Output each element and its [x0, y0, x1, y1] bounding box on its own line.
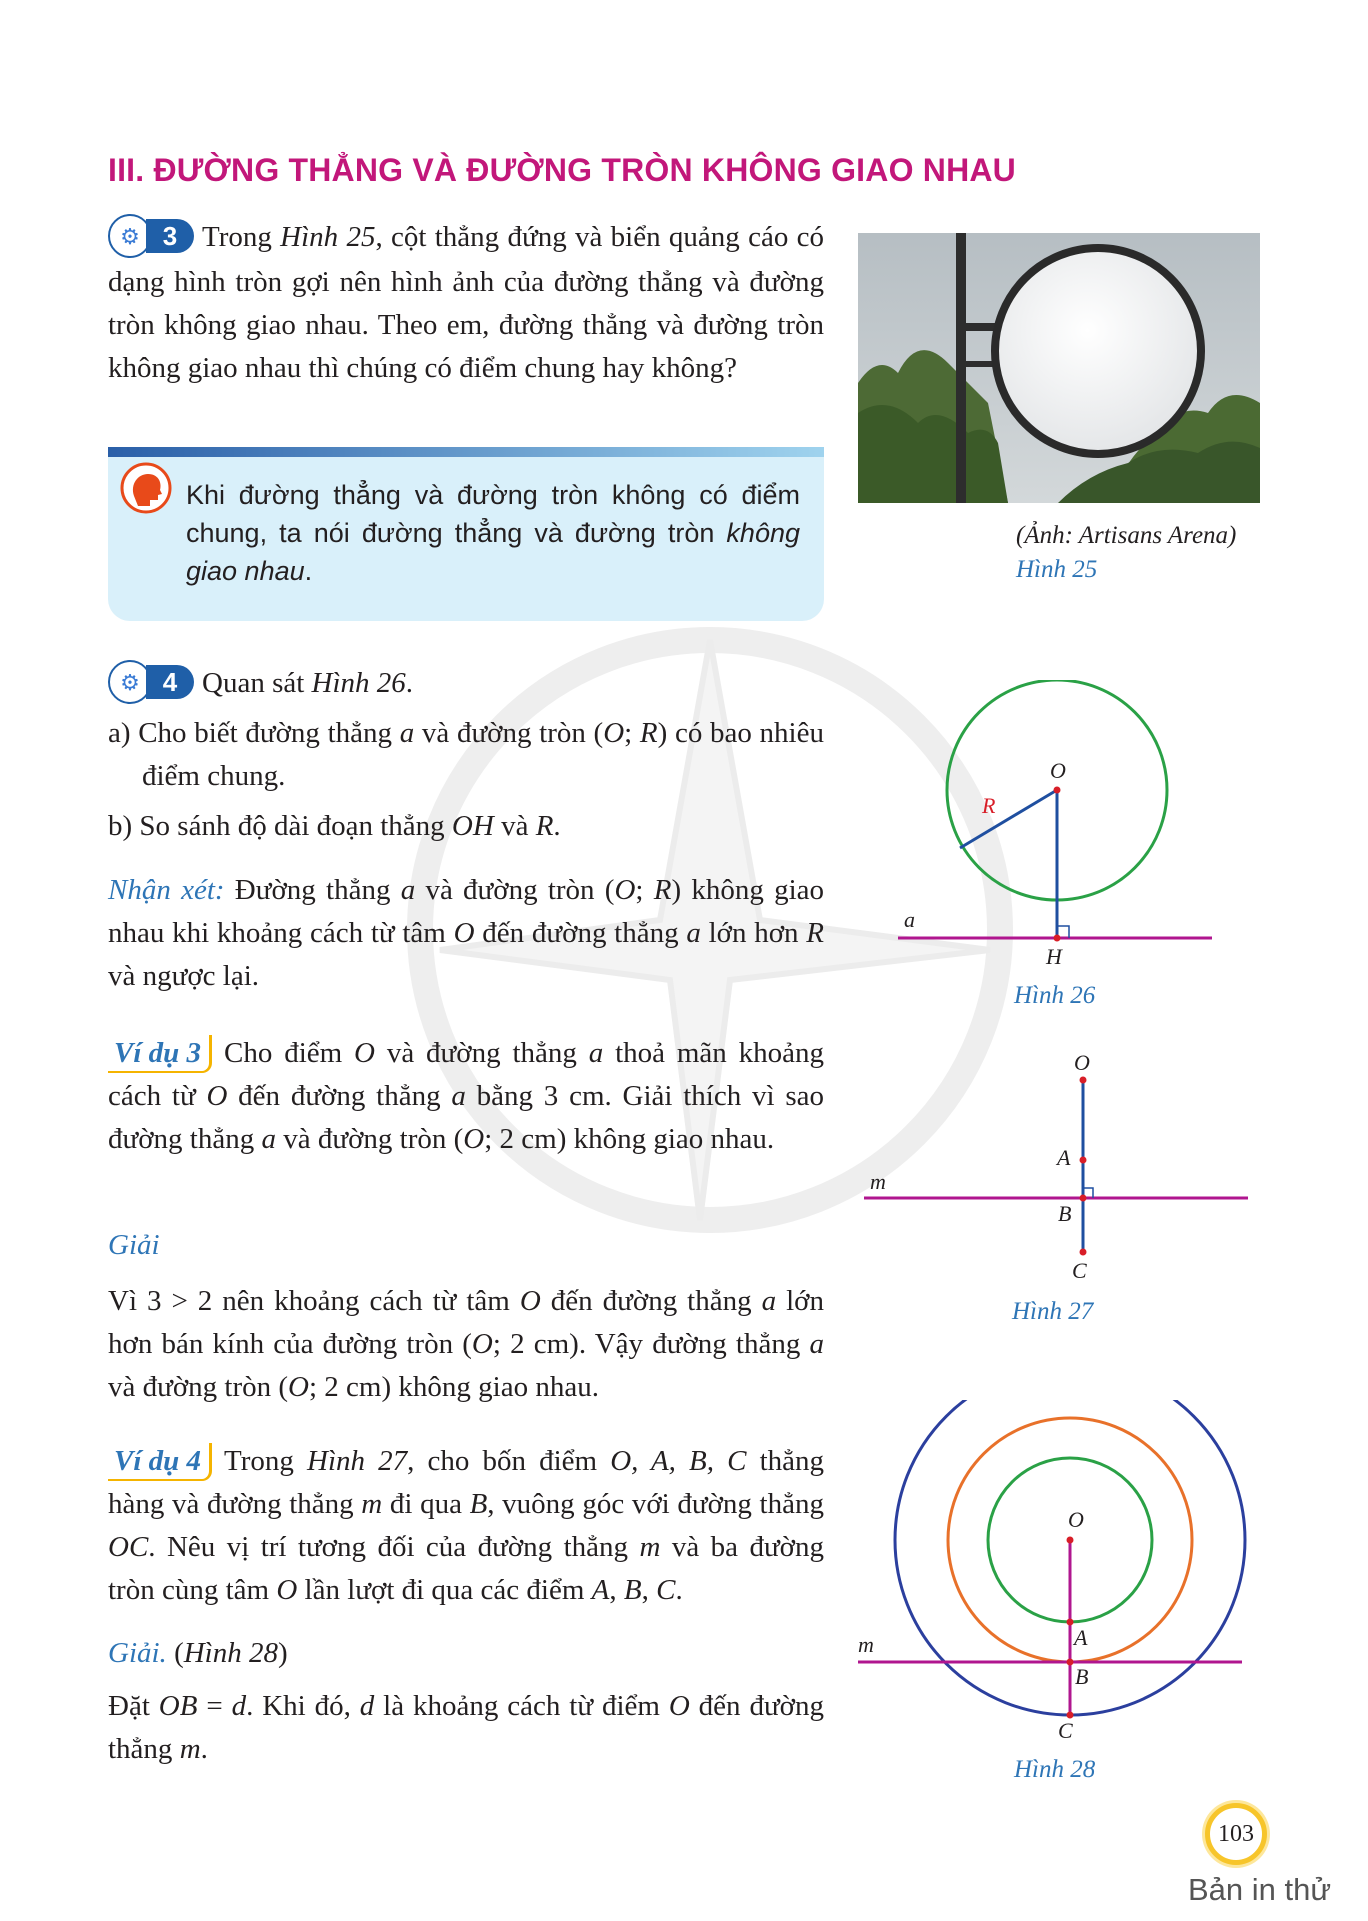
fig26-label-O: O — [1050, 758, 1066, 783]
solution-4-label: Giải. (Hình 28) — [108, 1637, 288, 1669]
figure-28 — [850, 1400, 1250, 1750]
head-icon — [120, 462, 172, 514]
activity-badge: ⚙ 4 — [108, 660, 194, 704]
solution-3: Vì 3 > 2 nên khoảng cách từ tâm O đến đường thẳng a lớn hơn bán kính của đường tròn (O; 2 cm). Vậy đường thẳng a và đường tròn (O; 2 cm) không giao nhau. — [108, 1285, 824, 1403]
fig28-label-O: O — [1068, 1507, 1084, 1532]
example-3-label: Ví dụ 3 — [108, 1035, 212, 1073]
figure-27 — [860, 1040, 1250, 1290]
section-title: III. ĐƯỜNG THẲNG VÀ ĐƯỜNG TRÒN KHÔNG GIAO NHAU — [108, 152, 1016, 188]
activity-badge: ⚙ 3 — [108, 214, 194, 258]
fig26-label-a: a — [904, 907, 915, 932]
fig28-label-m: m — [858, 1632, 874, 1657]
activity-4-question-a: a) Cho biết đường thẳng a và đường tròn (O; R) có bao nhiêu điểm chung. — [108, 717, 824, 792]
figure-26-caption: Hình 26 — [1014, 982, 1096, 1009]
solution-3-label: Giải — [108, 1229, 160, 1261]
example-4: Ví dụ 4 Trong Hình 27, cho bốn điểm O, A, B, C thẳng hàng và đường thẳng m đi qua B, vuông góc với đường thẳng OC. Nêu vị trí tương đối của đường thẳng m và ba đường tròn cùng tâm O lần lượt đi qua các điểm A, B, C. — [108, 1445, 825, 1606]
activity-3: ⚙ 3 Trong Hình 25, cột thẳng đứng và biển quảng cáo có dạng hình tròn gợi nên hình ảnh của đường thẳng và đường tròn không giao nhau. Theo em, đường thẳng và đường tròn không giao nhau thì chúng có điểm chung hay không? — [108, 216, 824, 390]
fig26-label-R: R — [982, 793, 996, 818]
gears-icon: ⚙ — [108, 660, 152, 704]
fig27-label-O: O — [1074, 1050, 1090, 1075]
draft-label: Bản in thử — [1188, 1872, 1332, 1907]
activity-4-question-b: b) So sánh độ dài đoạn thẳng OH và R. — [108, 810, 561, 842]
fig27-label-B: B — [1058, 1201, 1072, 1226]
page-number: 103 — [1205, 1803, 1267, 1865]
fig27-label-m: m — [870, 1169, 886, 1194]
gears-icon: ⚙ — [108, 214, 152, 258]
fig27-label-C: C — [1072, 1258, 1087, 1283]
example-3: Ví dụ 3 Cho điểm O và đường thẳng a thoả mãn khoảng cách từ O đến đường thẳng a bằng 3 cm. Giải thích vì sao đường thẳng a và đường tròn (O; 2 cm) không giao nhau. — [108, 1037, 824, 1155]
definition-text: Khi đường thẳng và đường tròn không có điểm chung, ta nói đường thẳng và đường tròn không giao nhau. — [186, 480, 800, 586]
example-4-label: Ví dụ 4 — [108, 1443, 212, 1481]
remark: Nhận xét: Đường thẳng a và đường tròn (O; R) không giao nhau khi khoảng cách từ tâm O đến đường thẳng a lớn hơn R và ngược lại. — [108, 874, 825, 992]
fig27-label-A: A — [1057, 1145, 1071, 1170]
photo-sign — [858, 233, 1260, 503]
solution-4: Đặt OB = d. Khi đó, d là khoảng cách từ điểm O đến đường thẳng m. — [108, 1690, 824, 1765]
fig26-label-H: H — [1046, 944, 1062, 969]
definition-box-bar — [108, 447, 824, 457]
activity-4: ⚙ 4 Quan sát Hình 26. — [108, 662, 824, 707]
figure-25-caption: Hình 25 — [1016, 556, 1098, 583]
photo-credit: (Ảnh: Artisans Arena) — [1016, 522, 1237, 549]
fig28-label-A: A — [1074, 1625, 1088, 1650]
figure-27-caption: Hình 27 — [1012, 1298, 1094, 1325]
figure-26 — [890, 680, 1230, 1020]
fig28-label-C: C — [1058, 1718, 1073, 1743]
figure-28-caption: Hình 28 — [1014, 1756, 1096, 1783]
fig28-label-B: B — [1075, 1664, 1089, 1689]
